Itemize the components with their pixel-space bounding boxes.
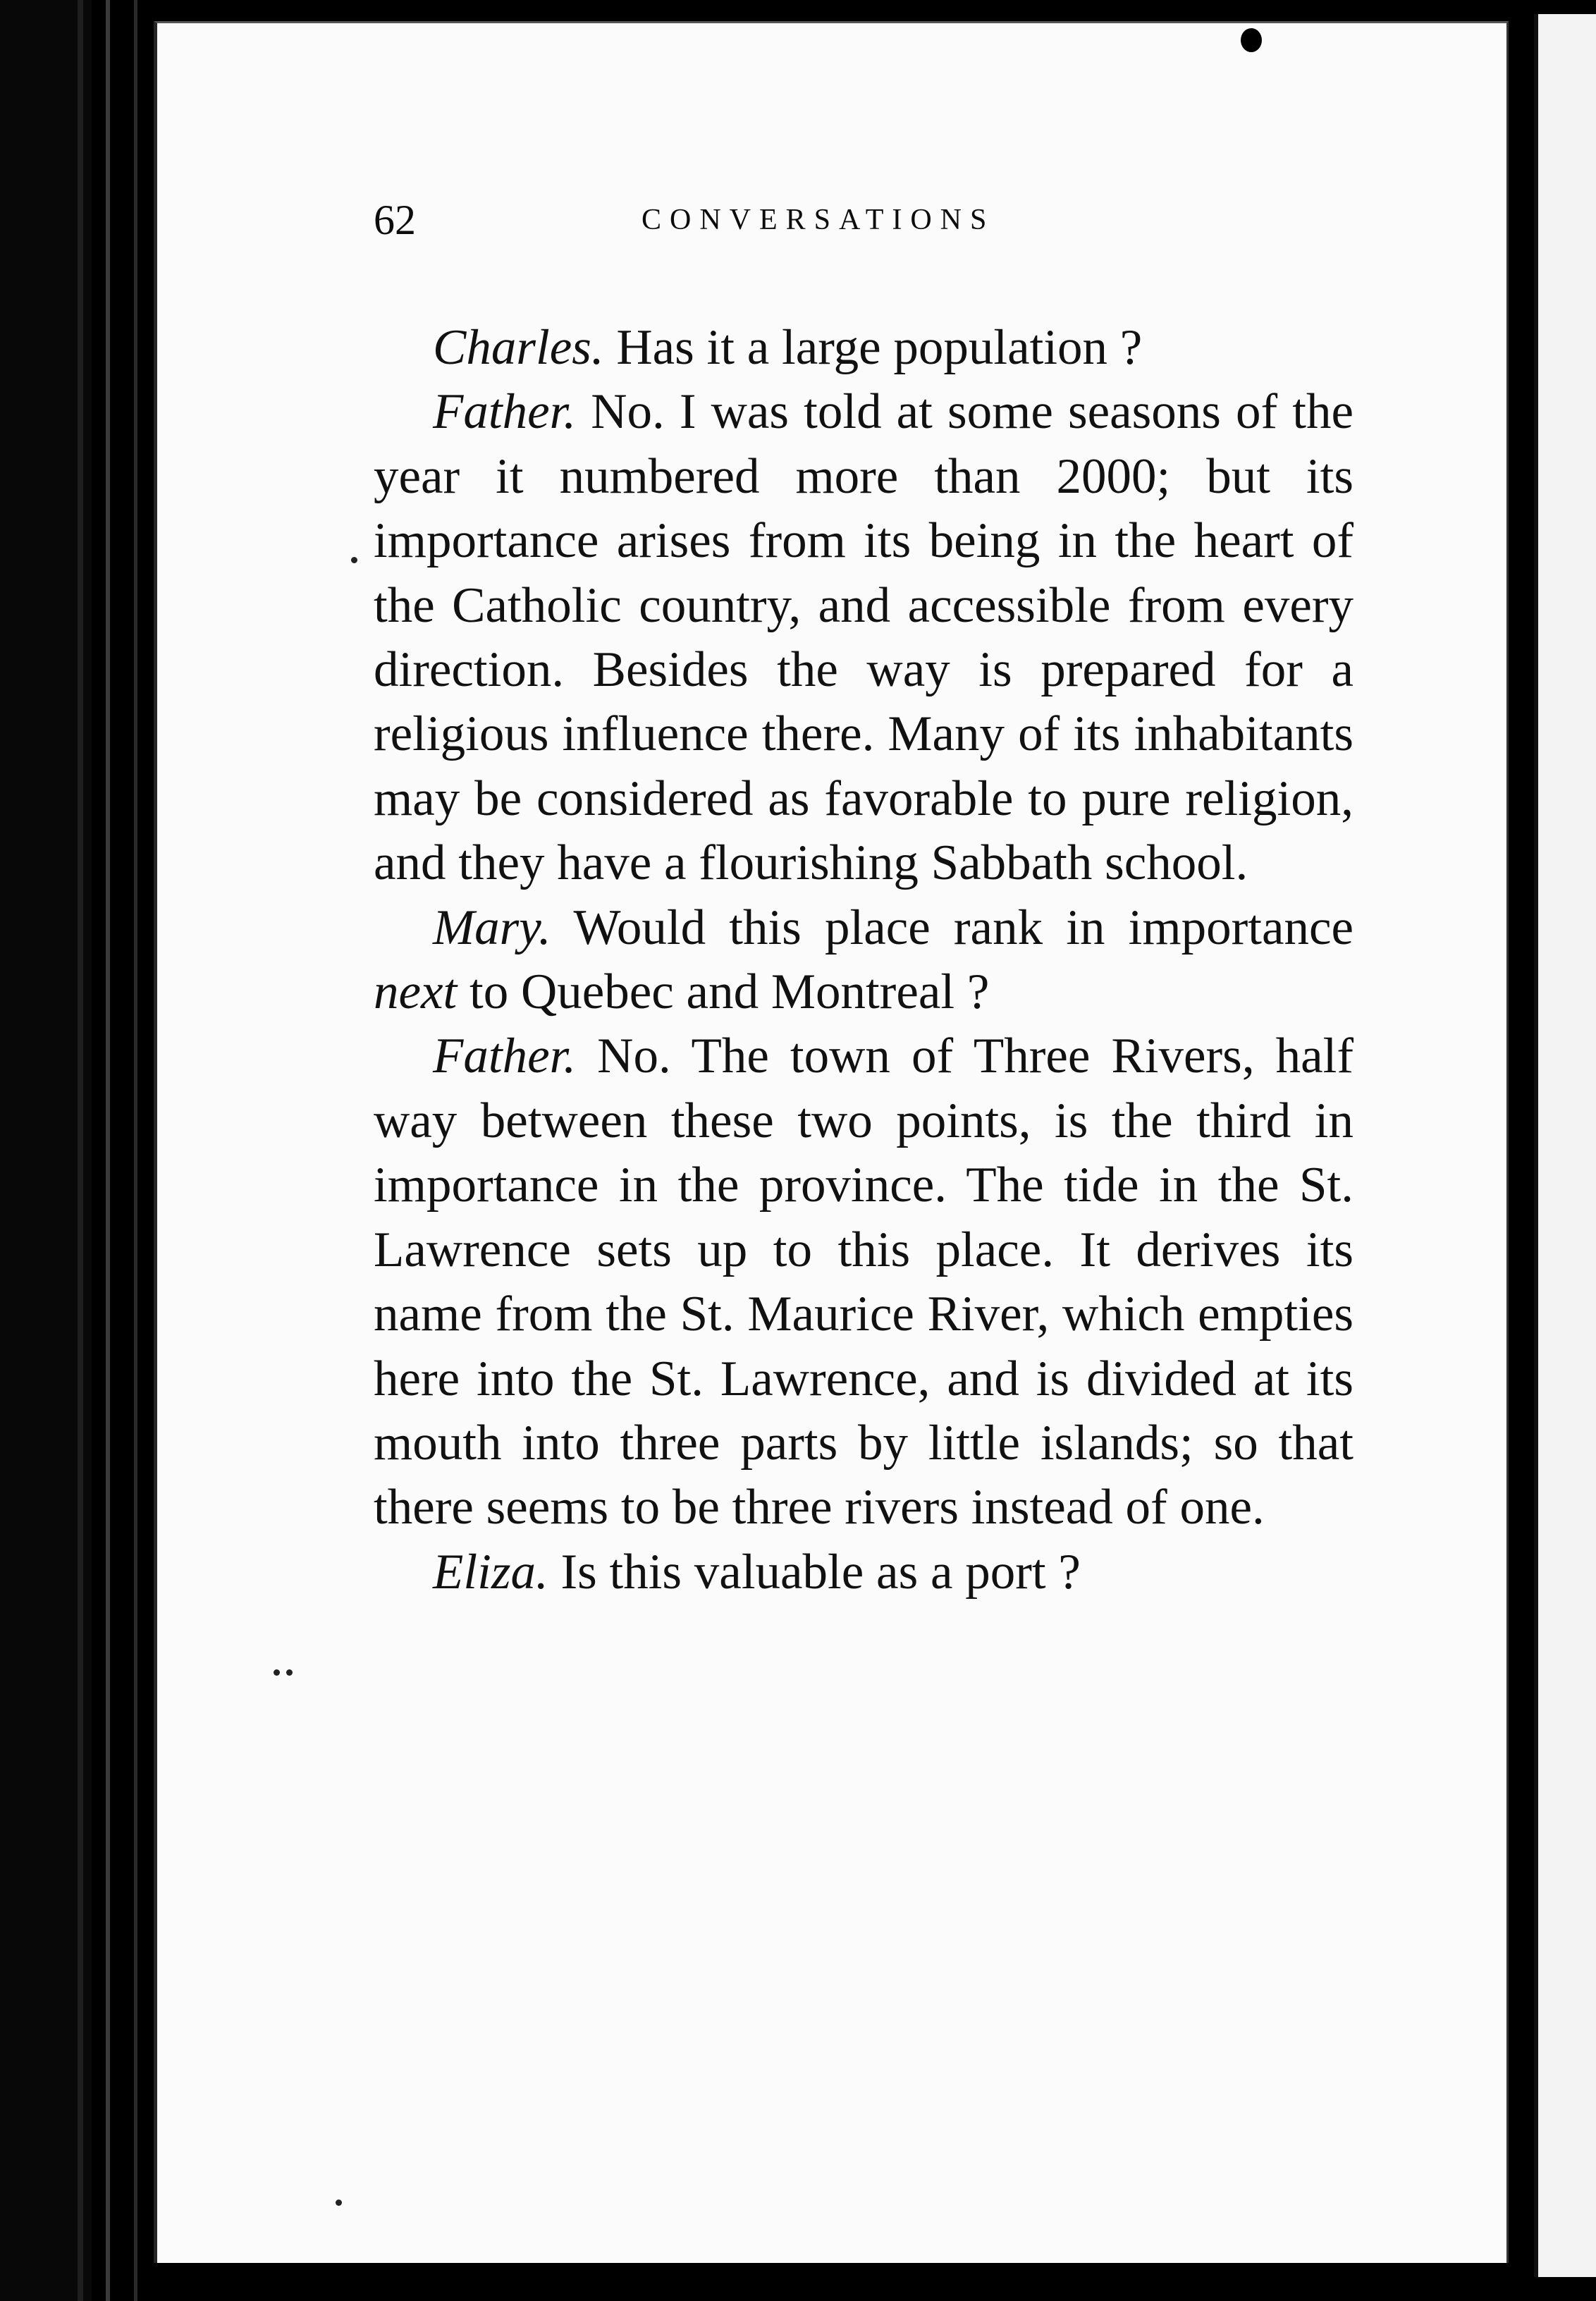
dialogue-paragraph bbox=[374, 896, 1353, 1025]
dialogue-text: to Quebec and Montreal ? bbox=[457, 964, 990, 1020]
dialogue-paragraph bbox=[374, 380, 1353, 895]
speaker-name: Father. bbox=[433, 1029, 577, 1084]
dialogue-text: Would this place rank in importance bbox=[551, 900, 1353, 955]
ink-speck bbox=[286, 1669, 293, 1676]
ink-speck bbox=[336, 2199, 342, 2206]
ink-blot bbox=[1241, 28, 1262, 52]
speaker-name: Father. bbox=[433, 384, 577, 440]
dialogue-text: Has it a large population ? bbox=[603, 320, 1143, 375]
running-head bbox=[374, 196, 1389, 245]
emphasized-word: next bbox=[374, 964, 458, 1020]
dialogue-paragraph bbox=[374, 1024, 1353, 1540]
speaker-name: Charles. bbox=[433, 320, 604, 375]
page-edge bbox=[106, 0, 110, 2301]
dialogue-text: No. I was told at some seasons of the year it numbered more than 2000; but its importance arises from its being in the heart of the Catholic country, and accessible from every direction. Besides the way is prepared for a religious influence there. Many of its inhabitants may be considered as favorable to pure religion, and they have a flourishing Sabbath school. bbox=[374, 384, 1353, 891]
speaker-name: Eliza. bbox=[433, 1544, 548, 1600]
speaker-name: Mary. bbox=[433, 900, 551, 955]
page-edge bbox=[134, 0, 137, 2301]
dialogue-paragraph bbox=[374, 316, 1353, 380]
dialogue-paragraph bbox=[374, 1540, 1353, 1604]
ink-speck bbox=[351, 557, 357, 563]
ink-speck bbox=[274, 1669, 280, 1676]
page-number: 62 bbox=[374, 197, 416, 243]
body-text bbox=[374, 316, 1353, 1604]
facing-page-edge bbox=[1534, 14, 1596, 2277]
page-edge bbox=[78, 0, 83, 2301]
dialogue-text: No. The town of Three Rivers, half way between these two points, is the third in importance in the province. The tide in the St. Lawrence sets up to this place. It derives its name from the St. Maurice River, which empties here into the St. Lawrence, and is divided at its mouth into three parts by little islands; so that there seems to be three rivers instead of one. bbox=[374, 1029, 1353, 1535]
dialogue-text: Is this valuable as a port ? bbox=[548, 1544, 1081, 1600]
running-title: CONVERSATIONS bbox=[642, 204, 995, 236]
